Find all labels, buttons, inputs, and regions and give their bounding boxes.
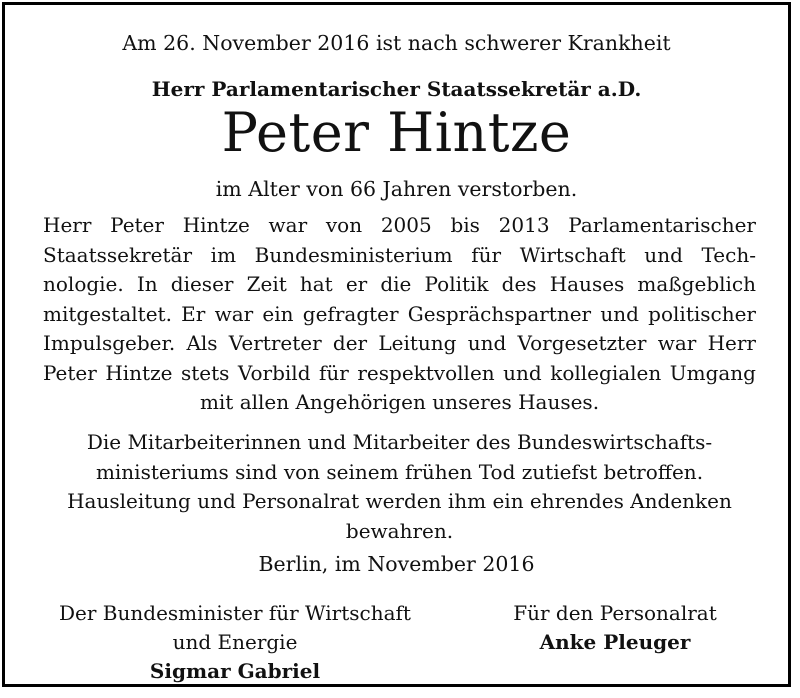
intro-text: Am 26. November 2016 ist nach schwerer Krankheit	[122, 31, 671, 55]
place-date: Berlin, im November 2016	[258, 552, 535, 576]
signature-minister	[35, 599, 435, 686]
deceased-name: Peter Hintze	[221, 101, 572, 164]
signature-minister-name: Sigmar Gabriel	[149, 659, 321, 683]
age-text: im Alter von 66 Jahren verstorben.	[215, 177, 578, 201]
signature-council-name: Anke Pleuger	[539, 630, 691, 654]
signature-minister-title-cont: und Energie	[172, 630, 298, 654]
signature-minister-title: Der Bundesminister für Wirtschaft	[59, 601, 411, 625]
rank-title: Herr Parlamentarischer Staatssekretär a.D.	[151, 77, 642, 101]
signature-personnel-council	[465, 599, 765, 657]
signature-council-title: Für den Personalrat	[513, 601, 717, 625]
tribute-paragraph: Herr Peter Hintze war von 2005 bis 2013 Parlamentarischer Staatssekretär im Bundesministerium für Wirtschaft und Technologie. In dieser Zeit hat er die Politik des Hauses maßgeblich mitgestaltet. Er war ein gefragter Gesprächspartner und politischer Impulsgeber. Als Vertreter der Leitung und Vorgesetzter war Herr Peter Hintze stets Vorbild für respektvollen und kollegialen Umgang mit allen Angehörigen unseres Hauses.	[43, 213, 756, 414]
condolence-paragraph: Die Mitarbeiterinnen und Mitarbeiter des Bundeswirtschaftsministeriums sind von seinem frühen Tod zutiefst betroffen. Hausleitung und Personalrat werden ihm ein ehrendes Andenken bewahren.	[67, 430, 732, 543]
obituary-notice	[2, 2, 791, 687]
